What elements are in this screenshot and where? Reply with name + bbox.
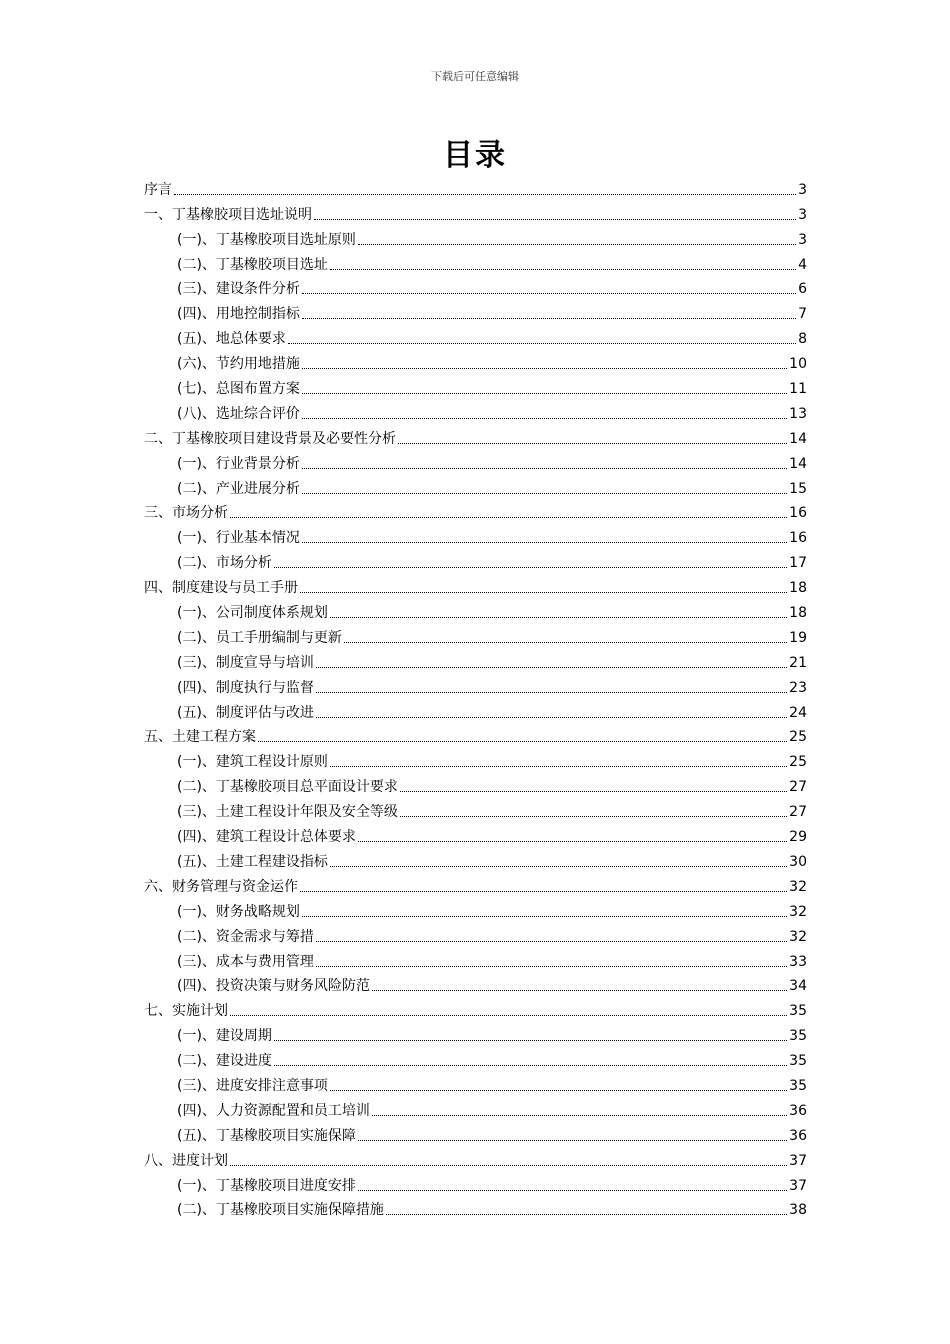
dot-leader: [302, 916, 787, 917]
dot-leader: [302, 468, 787, 469]
toc-entry-page-number: 25: [789, 729, 807, 746]
toc-entry-page-number: 10: [789, 356, 807, 373]
dot-leader: [302, 418, 787, 419]
toc-entry-title: (三)、建设条件分析: [177, 281, 300, 298]
dot-leader: [302, 368, 787, 369]
toc-entry[interactable]: [144, 251, 807, 276]
toc-entry[interactable]: [144, 325, 807, 350]
toc-entry-page-number: 36: [789, 1127, 807, 1144]
dot-leader: [274, 567, 787, 568]
toc-entry[interactable]: [144, 798, 807, 823]
dot-leader: [230, 1015, 787, 1016]
dot-leader: [174, 194, 796, 195]
dot-leader: [398, 443, 787, 444]
toc-entry[interactable]: [144, 773, 807, 798]
toc-entry-title: (四)、人力资源配置和员工培训: [177, 1102, 370, 1119]
dot-leader: [358, 841, 787, 842]
toc-entry-page-number: 3: [798, 181, 807, 198]
dot-leader: [386, 1214, 787, 1215]
dot-leader: [230, 517, 787, 518]
dot-leader: [230, 1165, 787, 1166]
toc-entry[interactable]: [144, 948, 807, 973]
dot-leader: [274, 1065, 787, 1066]
toc-entry[interactable]: [144, 923, 807, 948]
toc-entry[interactable]: [144, 997, 807, 1022]
toc-entry-title: 一、丁基橡胶项目选址说明: [144, 206, 312, 223]
toc-entry-page-number: 17: [789, 555, 807, 572]
dot-leader: [316, 966, 787, 967]
toc-entry-title: (五)、地总体要求: [177, 331, 286, 348]
toc-entry-title: (六)、节约用地措施: [177, 356, 300, 373]
toc-entry-page-number: 35: [789, 1028, 807, 1045]
toc-entry-title: (二)、建设进度: [177, 1053, 272, 1070]
toc-entry[interactable]: [144, 724, 807, 749]
toc-entry[interactable]: [144, 549, 807, 574]
toc-entry-title: 八、进度计划: [144, 1152, 228, 1169]
toc-entry[interactable]: [144, 350, 807, 375]
dot-leader: [302, 493, 787, 494]
toc-entry-page-number: 14: [789, 455, 807, 472]
dot-leader: [330, 866, 787, 867]
toc-entry-title: 六、财务管理与资金运作: [144, 878, 298, 895]
toc-entry[interactable]: [144, 1172, 807, 1197]
toc-entry-title: (五)、土建工程建设指标: [177, 853, 328, 870]
toc-entry[interactable]: [144, 276, 807, 301]
toc-entry-page-number: 32: [789, 878, 807, 895]
dot-leader: [300, 891, 787, 892]
toc-entry-page-number: 35: [789, 1003, 807, 1020]
toc-entry[interactable]: [144, 898, 807, 923]
toc-entry-page-number: 6: [798, 281, 807, 298]
toc-entry-title: (二)、资金需求与筹措: [177, 928, 314, 945]
dot-leader: [400, 816, 787, 817]
dot-leader: [300, 592, 787, 593]
toc-entry[interactable]: [144, 624, 807, 649]
toc-entry-title: (一)、行业背景分析: [177, 455, 300, 472]
toc-entry[interactable]: [144, 375, 807, 400]
toc-entry-title: (三)、土建工程设计年限及安全等级: [177, 804, 398, 821]
toc-entry-title: 二、丁基橡胶项目建设背景及必要性分析: [144, 430, 396, 447]
toc-title: 目录: [443, 138, 507, 173]
toc-entry-title: (一)、建设周期: [177, 1028, 272, 1045]
toc-entry[interactable]: [144, 823, 807, 848]
toc-entry[interactable]: [144, 1122, 807, 1147]
toc-entry-page-number: 18: [789, 605, 807, 622]
toc-entry-page-number: 7: [798, 306, 807, 323]
dot-leader: [400, 791, 787, 792]
toc-entry-page-number: 16: [789, 530, 807, 547]
toc-entry-page-number: 32: [789, 928, 807, 945]
dot-leader: [258, 741, 787, 742]
toc-entry-page-number: 15: [789, 480, 807, 497]
dot-leader: [302, 542, 787, 543]
toc-entry-title: (三)、进度安排注意事项: [177, 1077, 328, 1094]
toc-entry-title: 四、制度建设与员工手册: [144, 580, 298, 597]
toc-entry-title: 序言: [144, 181, 172, 198]
toc-entry[interactable]: [144, 201, 807, 226]
toc-entry-title: (五)、丁基橡胶项目实施保障: [177, 1127, 356, 1144]
toc-entry-page-number: 36: [789, 1102, 807, 1119]
toc-entry[interactable]: [144, 176, 807, 201]
toc-entry[interactable]: [144, 1197, 807, 1222]
toc-entry[interactable]: [144, 649, 807, 674]
toc-entry-title: (二)、丁基橡胶项目实施保障措施: [177, 1202, 384, 1219]
toc-entry[interactable]: [144, 973, 807, 998]
dot-leader: [344, 642, 787, 643]
toc-entry[interactable]: [144, 1097, 807, 1122]
table-of-contents: [144, 176, 807, 1221]
toc-entry-page-number: 4: [798, 256, 807, 273]
toc-entry[interactable]: [144, 1147, 807, 1172]
toc-entry-title: (一)、公司制度体系规划: [177, 605, 328, 622]
toc-entry[interactable]: [144, 1072, 807, 1097]
dot-leader: [302, 318, 796, 319]
toc-entry-title: (七)、总图布置方案: [177, 381, 300, 398]
toc-entry-page-number: 35: [789, 1077, 807, 1094]
dot-leader: [288, 343, 796, 344]
toc-entry-title: (四)、建筑工程设计总体要求: [177, 829, 356, 846]
toc-entry-title: (三)、成本与费用管理: [177, 953, 314, 970]
toc-entry-page-number: 37: [789, 1152, 807, 1169]
toc-entry-page-number: 30: [789, 853, 807, 870]
toc-entry[interactable]: [144, 226, 807, 251]
toc-entry-page-number: 3: [798, 206, 807, 223]
toc-entry[interactable]: [144, 300, 807, 325]
toc-entry[interactable]: [144, 400, 807, 425]
toc-entry-page-number: 27: [789, 779, 807, 796]
toc-entry[interactable]: [144, 425, 807, 450]
toc-entry-title: (四)、制度执行与监督: [177, 679, 314, 696]
dot-leader: [372, 990, 787, 991]
toc-entry-title: (一)、丁基橡胶项目进度安排: [177, 1177, 356, 1194]
toc-entry[interactable]: [144, 848, 807, 873]
toc-entry[interactable]: [144, 1047, 807, 1072]
toc-entry[interactable]: [144, 699, 807, 724]
toc-entry-page-number: 38: [789, 1202, 807, 1219]
toc-entry-page-number: 14: [789, 430, 807, 447]
dot-leader: [358, 1190, 787, 1191]
toc-entry-title: (一)、行业基本情况: [177, 530, 300, 547]
toc-entry-title: (一)、建筑工程设计原则: [177, 754, 328, 771]
dot-leader: [302, 293, 796, 294]
toc-entry-page-number: 33: [789, 953, 807, 970]
dot-leader: [330, 1090, 787, 1091]
toc-entry-title: (二)、员工手册编制与更新: [177, 629, 342, 646]
toc-entry[interactable]: [144, 524, 807, 549]
toc-entry[interactable]: [144, 748, 807, 773]
toc-entry-page-number: 11: [789, 381, 807, 398]
toc-entry-title: 五、土建工程方案: [144, 729, 256, 746]
toc-entry-page-number: 34: [789, 978, 807, 995]
dot-leader: [330, 766, 787, 767]
toc-entry-page-number: 23: [789, 679, 807, 696]
toc-entry-title: (八)、选址综合评价: [177, 405, 300, 422]
dot-leader: [372, 1115, 787, 1116]
dot-leader: [316, 941, 787, 942]
toc-entry-title: (四)、用地控制指标: [177, 306, 300, 323]
toc-entry[interactable]: [144, 1022, 807, 1047]
toc-entry-title: (二)、市场分析: [177, 555, 272, 572]
toc-entry[interactable]: [144, 475, 807, 500]
dot-leader: [314, 219, 796, 220]
toc-entry-page-number: 32: [789, 903, 807, 920]
dot-leader: [330, 617, 787, 618]
toc-entry[interactable]: [144, 574, 807, 599]
toc-entry[interactable]: [144, 873, 807, 898]
toc-entry-title: (一)、丁基橡胶项目选址原则: [177, 231, 356, 248]
toc-entry-title: (四)、投资决策与财务风险防范: [177, 978, 370, 995]
dot-leader: [316, 667, 787, 668]
toc-entry-page-number: 8: [798, 331, 807, 348]
toc-entry[interactable]: [144, 450, 807, 475]
toc-entry-title: (二)、丁基橡胶项目总平面设计要求: [177, 779, 398, 796]
dot-leader: [316, 717, 787, 718]
dot-leader: [358, 244, 796, 245]
toc-entry-page-number: 24: [789, 704, 807, 721]
toc-entry-page-number: 29: [789, 829, 807, 846]
toc-entry-title: (三)、制度宣导与培训: [177, 654, 314, 671]
dot-leader: [316, 692, 787, 693]
toc-entry-page-number: 16: [789, 505, 807, 522]
toc-entry-page-number: 3: [798, 231, 807, 248]
toc-entry-page-number: 19: [789, 629, 807, 646]
toc-entry-title: 三、市场分析: [144, 505, 228, 522]
toc-entry-page-number: 35: [789, 1053, 807, 1070]
toc-entry-page-number: 25: [789, 754, 807, 771]
toc-entry-title: 七、实施计划: [144, 1003, 228, 1020]
toc-entry-title: (二)、丁基橡胶项目选址: [177, 256, 328, 273]
toc-entry-page-number: 21: [789, 654, 807, 671]
toc-entry-page-number: 37: [789, 1177, 807, 1194]
dot-leader: [358, 1140, 787, 1141]
toc-entry-title: (二)、产业进展分析: [177, 480, 300, 497]
toc-entry[interactable]: [144, 500, 807, 525]
toc-entry-title: (五)、制度评估与改进: [177, 704, 314, 721]
toc-entry[interactable]: [144, 674, 807, 699]
dot-leader: [274, 1040, 787, 1041]
dot-leader: [330, 269, 796, 270]
toc-entry-page-number: 13: [789, 405, 807, 422]
toc-entry-page-number: 18: [789, 580, 807, 597]
header-note: 下载后可任意编辑: [431, 70, 519, 83]
toc-entry-title: (一)、财务战略规划: [177, 903, 300, 920]
toc-entry-page-number: 27: [789, 804, 807, 821]
dot-leader: [302, 393, 787, 394]
toc-entry[interactable]: [144, 599, 807, 624]
